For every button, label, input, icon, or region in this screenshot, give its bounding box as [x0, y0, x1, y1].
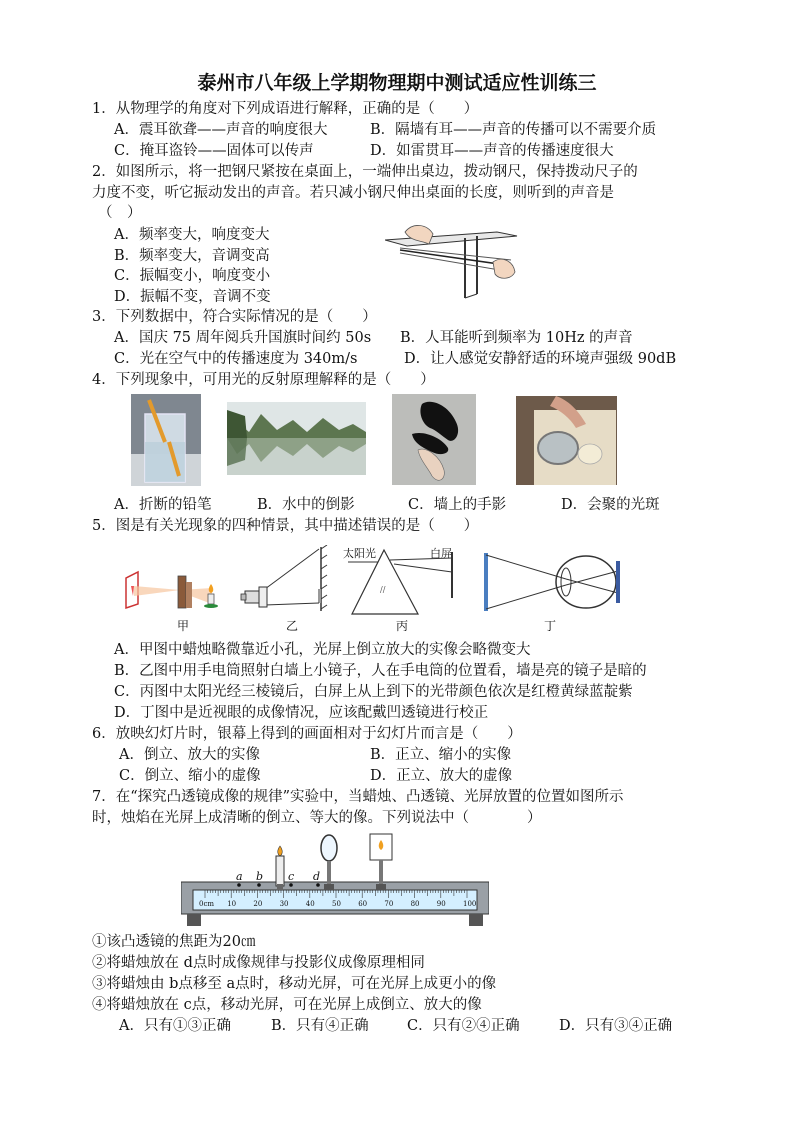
- scale-tick-label: 20: [253, 900, 263, 908]
- white-screen-label: 白屏: [430, 547, 452, 560]
- fig-label-jia: 甲: [177, 619, 190, 633]
- q7-option-b[interactable]: B．只有④正确: [271, 1018, 369, 1034]
- q2-option-c[interactable]: C．振幅变小，响度变小: [114, 268, 271, 284]
- q2-stem-line3: （ ）: [98, 205, 142, 221]
- fig-label-bing: 丙: [396, 619, 409, 633]
- q4-option-b[interactable]: B．水中的倒影: [257, 497, 355, 513]
- q4-option-d[interactable]: D．会聚的光斑: [561, 497, 660, 513]
- scale-tick-label: 70: [384, 900, 394, 908]
- fig-label-ding: 丁: [544, 619, 557, 633]
- q5-option-c[interactable]: C．丙图中太阳光经三棱镜后，白屏上从上到下的光带颜色依次是红橙黄绿蓝靛紫: [114, 684, 633, 700]
- q1-option-c[interactable]: C．掩耳盗铃——固体可以传声: [114, 143, 314, 159]
- svg-text://: //: [380, 585, 386, 594]
- q6-option-b[interactable]: B．正立、缩小的实像: [370, 747, 512, 763]
- scale-tick-label: 100: [463, 900, 477, 908]
- optical-bench-figure: [181, 832, 489, 928]
- q7-statement-4: ④将蜡烛放在 c点，移动光屏，可在光屏上成倒立、放大的像: [92, 997, 482, 1013]
- q2-option-b[interactable]: B．频率变大，音调变高: [114, 248, 270, 264]
- q1-option-b[interactable]: B．隔墙有耳——声音的传播可以不需要介质: [370, 122, 657, 138]
- flashlight-mirror-figure: [239, 545, 329, 613]
- q3-stem: 3．下列数据中，符合实际情况的是（ ）: [92, 309, 377, 325]
- q5-option-d[interactable]: D．丁图中是近视眼的成像情况，应该配戴凹透镜进行校正: [114, 705, 489, 721]
- q2-stem-line2: 力度不变，听它振动发出的声音。若只减小钢尺伸出桌面的长度，则听到的声音是: [92, 185, 614, 201]
- q5-stem: 5．图是有关光现象的四种情景，其中描述错误的是（ ）: [92, 518, 479, 534]
- q4-option-a[interactable]: A．折断的铅笔: [114, 497, 212, 513]
- bench-point-b: b: [256, 870, 264, 883]
- q3-option-b[interactable]: B．人耳能听到频率为 10Hz 的声音: [400, 330, 633, 346]
- q2-stem-line1: 2．如图所示，将一把钢尺紧按在桌面上，一端伸出桌边，拨动钢尺，保持拨动尺子的: [92, 164, 638, 180]
- water-reflection-image: [227, 402, 366, 475]
- q2-ruler-figure: [385, 222, 520, 300]
- q7-option-a[interactable]: A．只有①③正确: [119, 1018, 231, 1034]
- q7-option-c[interactable]: C．只有②④正确: [407, 1018, 520, 1034]
- bench-point-c: c: [288, 870, 295, 883]
- bench-point-d: d: [313, 870, 321, 883]
- q2-option-a[interactable]: A．频率变大，响度变大: [114, 227, 270, 243]
- q2-option-d[interactable]: D．振幅不变，音调不变: [114, 289, 271, 305]
- scale-tick-label: 60: [358, 900, 368, 908]
- fig-label-yi: 乙: [286, 619, 299, 633]
- page-title: 泰州市八年级上学期物理期中测试适应性训练三: [197, 72, 597, 94]
- q7-stem-line2: 时，烛焰在光屏上成清晰的倒立、等大的像。下列说法中（ ）: [92, 810, 542, 826]
- q7-statement-2: ②将蜡烛放在 d点时成像规律与投影仪成像原理相同: [92, 955, 425, 971]
- magnifier-light-spot-image: [516, 396, 617, 485]
- q6-option-a[interactable]: A．倒立、放大的实像: [119, 747, 260, 763]
- q1-stem: 1．从物理学的角度对下列成语进行解释，正确的是（ ）: [92, 101, 479, 117]
- q6-option-d[interactable]: D．正立、放大的虚像: [370, 768, 513, 784]
- pinhole-figure: [122, 562, 227, 612]
- q5-option-b[interactable]: B．乙图中用手电筒照射白墙上小镜子，人在手电筒的位置看，墙是亮的镜子是暗的: [114, 663, 647, 679]
- scale-tick-label: 30: [279, 900, 289, 908]
- q7-stem-line1: 7．在“探究凸透镜成像的规律”实验中，当蜡烛、凸透镜、光屏放置的位置如图所示: [92, 789, 624, 805]
- q7-option-d[interactable]: D．只有③④正确: [559, 1018, 673, 1034]
- q3-option-c[interactable]: C．光在空气中的传播速度为 340m/s: [114, 351, 358, 367]
- q6-option-c[interactable]: C．倒立、缩小的虚像: [119, 768, 261, 784]
- scale-tick-label: 90: [436, 900, 446, 908]
- scale-tick-label: 50: [332, 900, 341, 908]
- q6-stem: 6．放映幻灯片时，银幕上得到的画面相对于幻灯片而言是（ ）: [92, 726, 522, 742]
- bench-point-a: a: [236, 870, 243, 883]
- q4-stem: 4．下列现象中，可用光的反射原理解释的是（ ）: [92, 372, 435, 388]
- q3-option-a[interactable]: A．国庆 75 周年阅兵升国旗时间约 50s: [114, 330, 372, 346]
- scale-tick-label: 0cm: [199, 900, 215, 908]
- q1-option-d[interactable]: D．如雷贯耳——声音的传播速度很大: [370, 143, 614, 159]
- sun-light-label: 太阳光: [343, 547, 376, 560]
- pencil-in-water-image: [131, 394, 201, 486]
- q7-statement-3: ③将蜡烛由 b点移至 a点时，移动光屏，可在光屏上成更小的像: [92, 976, 497, 992]
- scale-tick-label: 80: [410, 900, 420, 908]
- hand-shadow-image: [392, 394, 476, 485]
- q7-statement-1: ①该凸透镜的焦距为20㎝: [92, 934, 256, 950]
- q1-option-a[interactable]: A．震耳欲聋——声音的响度很大: [114, 122, 328, 138]
- eye-figure: [478, 549, 628, 613]
- scale-tick-label: 40: [305, 900, 315, 908]
- scale-tick-label: 10: [227, 900, 237, 908]
- q3-option-d[interactable]: D．让人感觉安静舒适的环境声强级 90dB: [404, 351, 677, 367]
- q5-option-a[interactable]: A．甲图中蜡烛略微靠近小孔，光屏上倒立放大的实像会略微变大: [114, 642, 531, 658]
- q4-option-c[interactable]: C．墙上的手影: [408, 497, 507, 513]
